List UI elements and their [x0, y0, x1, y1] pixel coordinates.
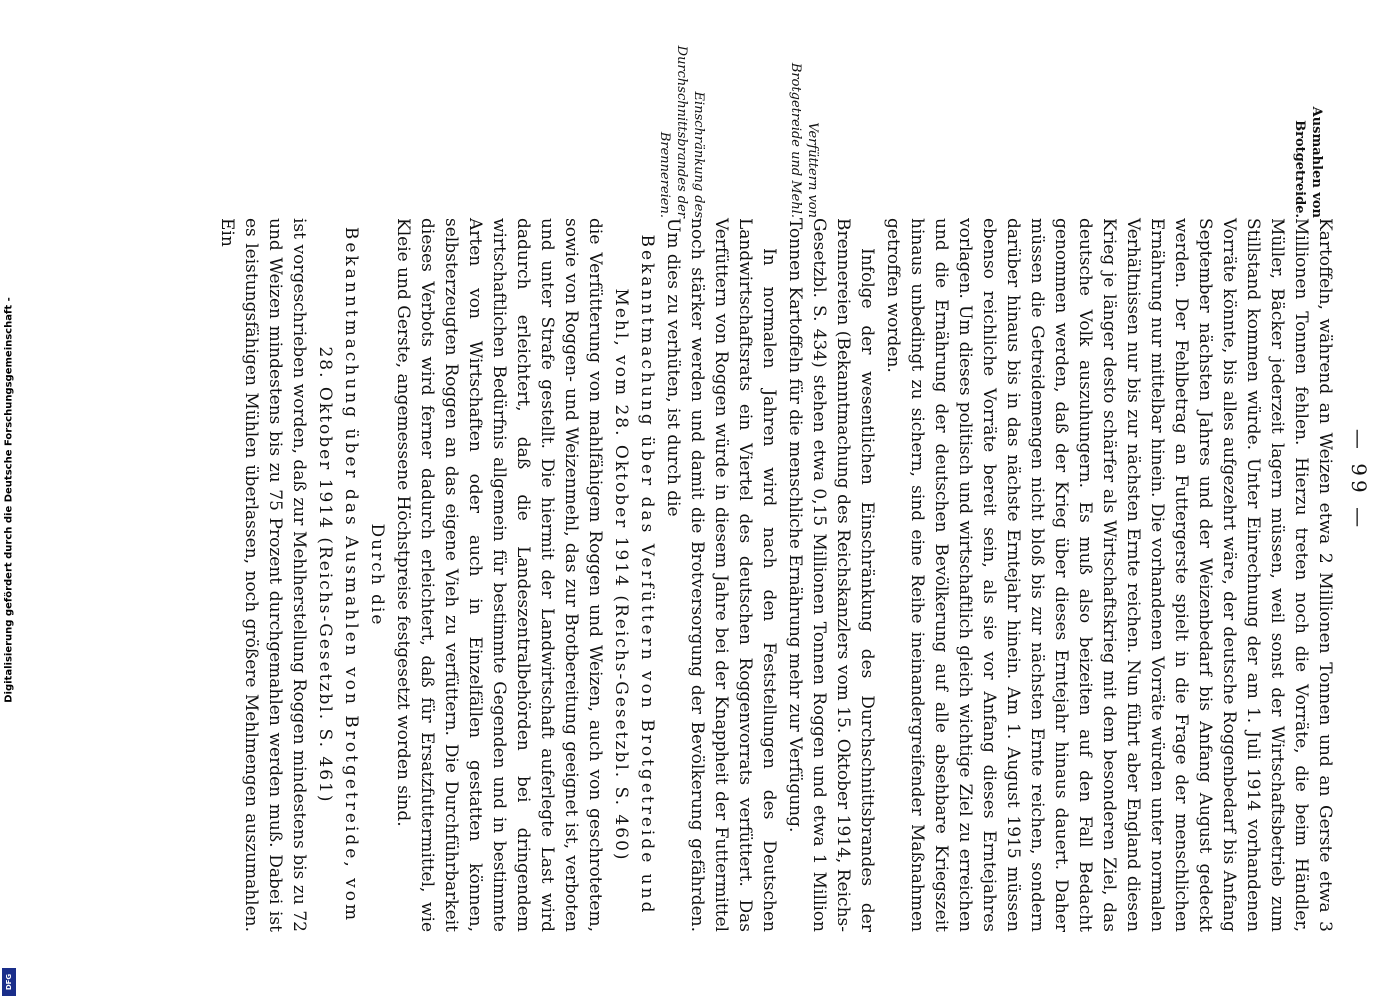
rotated-page — [93, 0, 1383, 960]
paragraph: ist vorgeschrieben worden, daß zur Mehlherstellung Roggen mindestens bis zu 72 und Weizen mindestens bis zu 75 Prozent durchgemahlen werden muß. Dabei ist es leistungsfähigen Mühlen überlassen, noch größere Mehlmengen auszumahlen. Ein — [217, 218, 309, 932]
decree-intro: Durch die — [367, 523, 387, 627]
page-number: — 99 — — [1347, 428, 1371, 532]
decree-title: Mehl, vom 28. Oktober 1914 (Reichs-Gesetzbl. S. 460) — [611, 288, 631, 862]
dfg-logo — [2, 968, 16, 996]
footer — [0, 0, 18, 1000]
decree-title: Bekanntmachung über das Ausmahlen von Brotgetreide, vom — [341, 226, 361, 924]
paragraph: In normalen Jahren wird nach den Feststellungen des Deutschen Landwirtschaftsrats ein Viertel des deutschen Roggenvorrats verfüttert. Das Verfüttern von Roggen würde in diesem Jahre bei der Knappheit der Futtermittel noch stärker werden und damit die Brotversorgung der Bevölkerung gefährden. Um dies zu verhüten, ist durch die — [663, 218, 779, 932]
body-text — [215, 218, 1337, 932]
paragraph: Infolge der wesentlichen Einschränkung des Durchschnittsbrandes der Brennereien (Bekanntmachung des Reichskanzlers vom 15. Oktober 1914, Reichs-Gesetzbl. S. 434) stehen etwa 0,15 Millionen Tonnen Roggen und etwa 1 Million Tonnen Kartoffeln für die menschliche Ernährung mehr zur Verfügung. — [785, 218, 877, 932]
decree-title: Bekanntmachung über das Verfüttern von Brotgetreide und — [637, 234, 657, 916]
margin-note-ausmahlen: Ausmahlen von Brotgetreide. — [1292, 106, 1324, 218]
dfg-logo-text: DFG — [5, 973, 13, 991]
page-frame — [30, 0, 1383, 1000]
funding-credit: Digitalisierung gefördert durch die Deutsche Forschungsgemeinschaft - — [3, 297, 15, 703]
page-body — [215, 28, 1337, 932]
paragraph: die Verfütterung von mahlfähigem Roggen und Weizen, auch von geschrotetem, sowie von Roggen- und Weizenmehl, das zur Brotbereitung geeignet ist, verboten und unter Strafe gestellt. Die hiermit der Landwirtschaft auferlegte Last wird dadurch erleichtert, daß die Landeszentralbehörden bei dringendem wirtschaftlichen Bedürfnis allgemein für bestimmte Gegenden und in bestimmte Arten von Wirtschaften oder auch in Einzelfällen gestatten können, selbsterzeugten Roggen an das eigene Vieh zu verfüttern. Die Durchführbarkeit dieses Verbots wird ferner dadurch erleichtert, daß für Ersatzfuttermittel, wie Kleie und Gerste, angemessene Höchstpreise festgesetzt worden sind. — [393, 218, 605, 932]
decree-title: 28. Oktober 1914 (Reichs-Gesetzbl. S. 461) — [315, 346, 335, 804]
paragraph: Kartoffeln, während an Weizen etwa 2 Millionen Tonnen und an Gerste etwa 3 Millionen Tonnen fehlen. Hierzu treten noch die Vorräte, die beim Händler, Müller, Bäcker jederzeit lagern müssen, weil sonst der Wirtschaftsbetrieb zum Stillstand kommen würde. Unter Einrechnung der am 1. Juli 1914 vorhandenen Vorräte könnte, bis alles aufgezehrt wäre, der deutsche Roggenbedarf bis Anfang September nächsten Jahres und der Weizenbedarf bis Anfang August gedeckt werden. Der Fehlbetrag an Futtergerste spielt in die Frage der menschlichen Ernährung nur mittelbar hinein. Die vorhandenen Vorräte würden unter normalen Verhältnissen nur bis zur nächsten Ernte reichen. Nun führt aber England diesen Krieg je länger desto schärfer als Wirtschaftskrieg mit dem besonderen Ziel, das deutsche Volk auszuhungern. Es muß also beizeiten auf den Fall Bedacht genommen werden, daß der Krieg über dieses Erntejahr hinaus dauert. Daher müssen die Getreidemengen nicht bloß bis zur nächsten Ernte reichen, sondern darüber hinaus bis in das nächste Erntejahr hinein. Am 1. August 1915 müssen ebenso reichliche Vorräte bereit sein, als sie vor Anfang dieses Erntejahres vorlagen. Um dieses politisch und wirtschaftlich gleich wichtige Ziel zu erreichen und die Ernährung der deutschen Bevölkerung auf alle absehbare Kriegszeit hinaus unbedingt zu sichern, sind eine Reihe ineinandergreifender Maßnahmen getroffen worden. — [883, 218, 1335, 932]
margin-note-verfuettern: Verfüttern von Brotgetreide und Mehl. — [788, 62, 820, 218]
margin-notes — [47, 18, 1337, 218]
margin-note-brennereien: Einschränkung des Durchschnittsbrandes der Brennereien. — [657, 45, 706, 218]
